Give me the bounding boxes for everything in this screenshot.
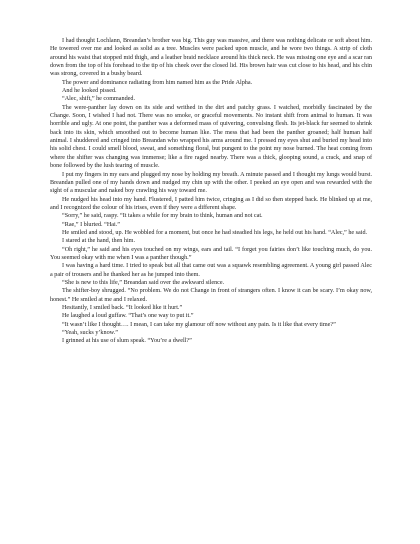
paragraph: The shifter-boy shrugged. “No problem. We do not Change in front of strangers often. I know it can be scary. I’m okay now, honest.” He smiled at me and I relaxed. — [50, 288, 372, 303]
paragraph: “Yeah, sucks y’know.” — [62, 330, 118, 337]
paragraph: And he looked pissed. — [62, 88, 117, 95]
paragraph: He laughed a loud guffaw. “That’s one way to put it.” — [62, 313, 194, 320]
paragraph: “Rae,” I blurted. “Hai.” — [62, 221, 120, 228]
paragraph: “Oh right,” he said and his eyes touched on my wings, ears and tail. “I forget you fairies don’t like touching much, do you. You seemed okay with me when I was a panther though.” — [50, 246, 372, 261]
paragraph: He smiled and stood, up. He wobbled for a moment, but once he had steadied his legs, he held out his hand. “Alec,” he said. — [62, 229, 368, 236]
paragraph: I grinned at his use of slum speak. “You’re a dwell?” — [62, 338, 192, 345]
paragraph: He nudged his head into my hand. Flustered, I patted him twice, cringing as I did so then stepped back. He blinked up at me, and I recognized the colour of his irises, even if they were a different shape. — [50, 196, 372, 211]
paragraph: I had thought Lochlann, Breandan’s brother was big. This guy was massive, and there was nothing delicate or soft about him. He towered over me and looked as solid as a tree. Muscles were packed upon muscle, and he wore two things. A strip of cloth around his waist that stopped mid thigh, and a leather braid necklace around his thick neck. He was missing one eye and a scar ran down from the top of his forehead to the tip of his cheek over the closed lid. His brown hair was cut close to his head, and his chin was strong, covered in a bushy beard. — [50, 38, 372, 78]
paragraph: “She is new to this life,” Breandan said over the awkward silence. — [62, 279, 225, 286]
paragraph: I put my fingers in my ears and plugged my nose by holding my breath. A minute passed and I thought my lungs would burst. Breandan pulled one of my hands down and nudged my chin up with the other. I peeked an eye open and was rewarded with the sight of a muscular and naked boy crawling his way toward me. — [50, 171, 372, 195]
paragraph: I was having a hard time. I tried to speak but all that came out was a squawk resembling agreement. A young girl passed Alec a pair of trousers and he thanked her as he jumped into them. — [50, 263, 372, 278]
paragraph: I stared at the hand, then him. — [62, 238, 135, 245]
paragraph: “Sorry,” he said, raspy. “It takes a while for my brain to think, human and not cat. — [62, 213, 263, 220]
paragraph: The were-panther lay down on its side and writhed in the dirt and patchy grass. I watched, morbidly fascinated by the Change. Soon, I wished I had not. There was no smoke, or graceful movements. No instant shift from animal to human. It was horrible and ugly. At one point, the panther was a deformed mass of quivering, convulsing flesh. Its jet-black fur seemed to shrink back into its skin, which smoothed out to become human like. The mess that had been the panther groaned; half human half animal. I shuddered and cringed into Breandan who wrapped his arms around me. I pressed my eyes shut and buried my head into his solid chest. I could smell blood, sweat, and something floral, but pungent to the point my nose burned. The heat coming from where the shifter was changing was immense; like a fire raged nearby. There was a thick, glooping sound, a crack, and snap of bone followed by the lush tearing of muscle. — [50, 104, 372, 170]
paragraph: “Alec, shift,” he commanded. — [62, 96, 135, 103]
paragraph: Hesitantly, I smiled back. “It looked like it hurt.” — [62, 305, 183, 311]
body-text — [50, 37, 372, 346]
paragraph: “It wasn’t like I thought…. I mean, I can take my glamour off now without any pain. Is it like that every time?” — [62, 321, 336, 328]
paragraph: The power and dominance radiating from him named him as the Pride Alpha. — [62, 79, 253, 86]
